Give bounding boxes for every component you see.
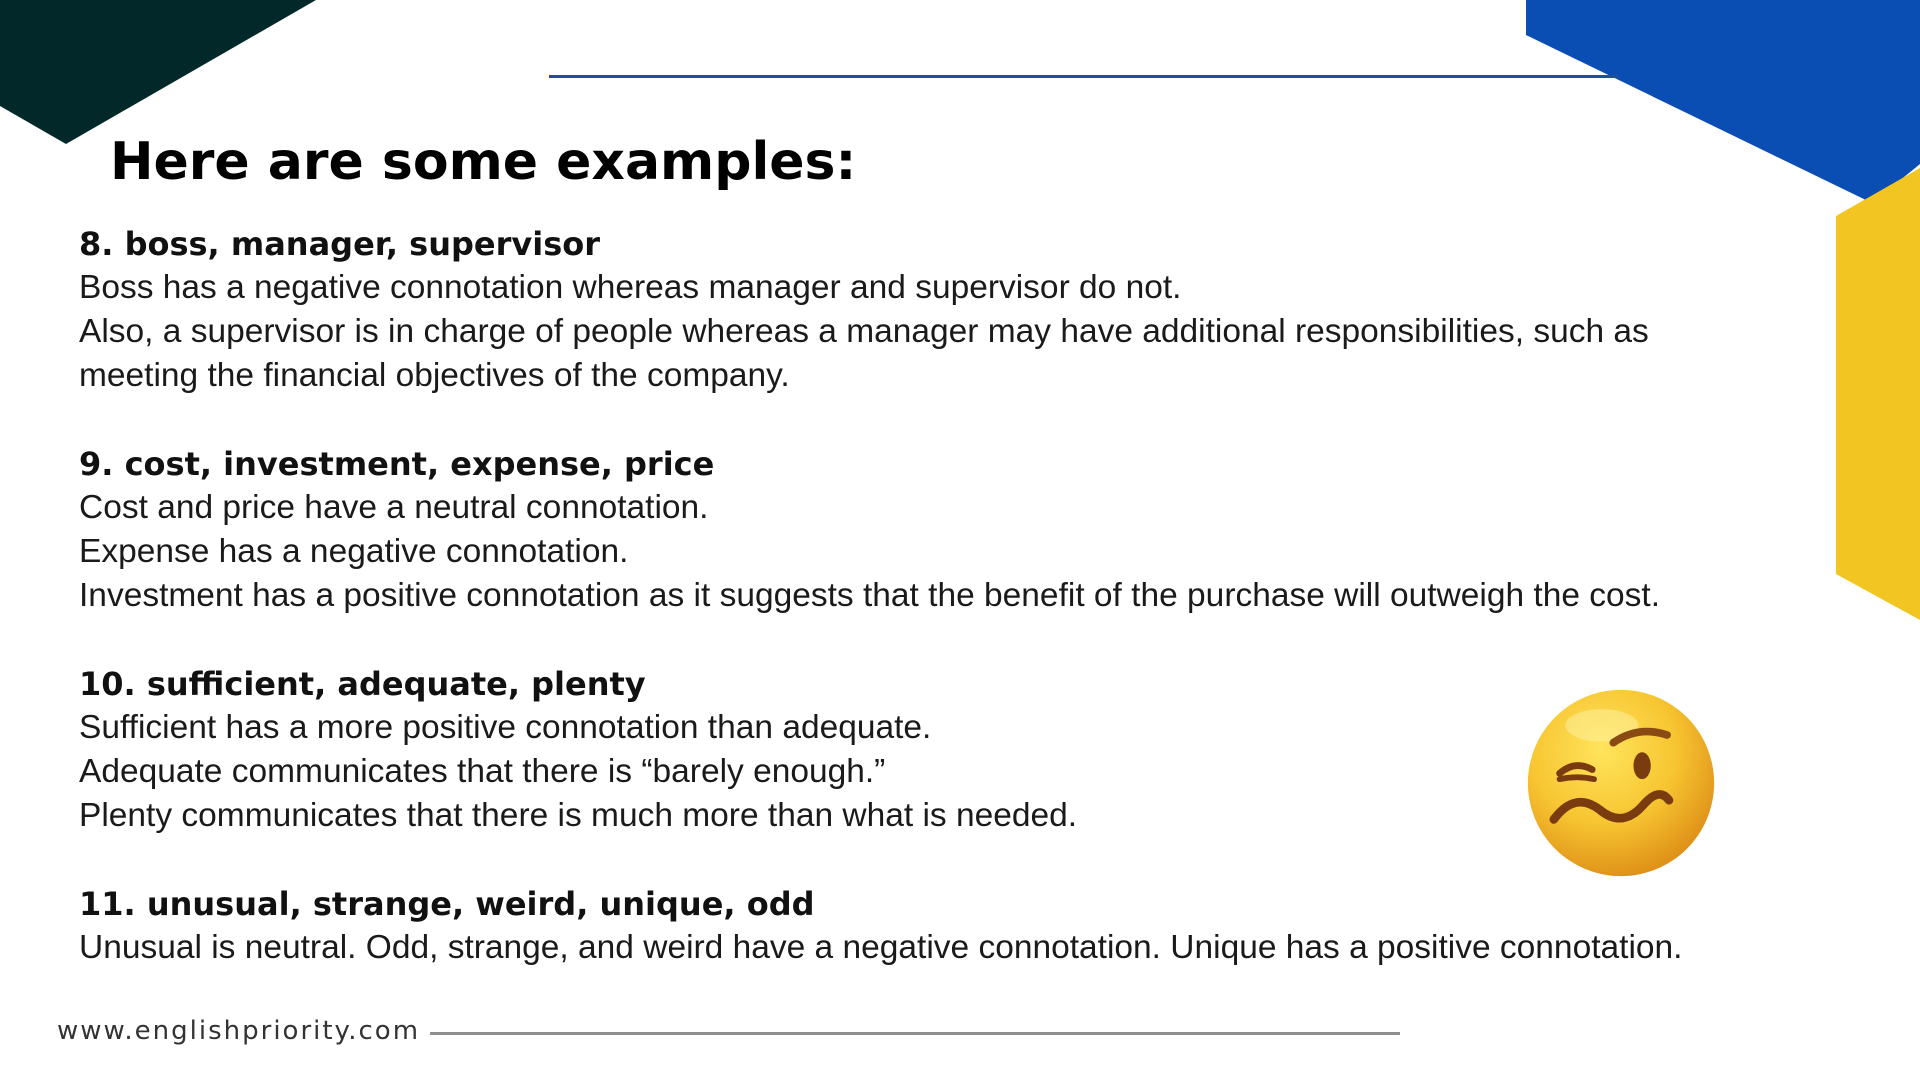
example-line: Sufficient has a more positive connotation than adequate. — [79, 709, 932, 746]
example-heading: 8. boss, manager, supervisor — [79, 225, 600, 263]
footer-website-url: www.englishpriority.com — [57, 1016, 421, 1046]
example-line: Unusual is neutral. Odd, strange, and weird have a negative connotation. Unique has a positive connotation. — [79, 929, 1683, 966]
example-line: Cost and price have a neutral connotation. — [79, 489, 709, 526]
top-divider-line — [549, 75, 1619, 78]
examples-list — [79, 222, 1839, 1014]
example-line: meeting the financial objectives of the company. — [79, 357, 790, 394]
example-line: Expense has a negative connotation. — [79, 533, 629, 570]
footer-divider-line — [430, 1032, 1400, 1035]
woozy-face-emoji-icon — [1525, 687, 1717, 879]
example-section-9 — [79, 442, 1839, 618]
example-line: Boss has a negative connotation whereas manager and supervisor do not. — [79, 269, 1182, 306]
example-line: Also, a supervisor is in charge of people whereas a manager may have additional responsibilities, such as — [79, 313, 1649, 350]
slide-title: Here are some examples: — [110, 132, 857, 192]
example-section-11 — [79, 882, 1839, 970]
example-line: Investment has a positive connotation as it suggests that the benefit of the purchase will outweigh the cost. — [79, 577, 1661, 614]
example-line: Plenty communicates that there is much more than what is needed. — [79, 797, 1078, 834]
example-line: Adequate communicates that there is “barely enough.” — [79, 753, 886, 790]
example-heading: 10. sufficient, adequate, plenty — [79, 665, 646, 703]
example-heading: 9. cost, investment, expense, price — [79, 445, 715, 483]
right-yellow-hexagon-shape — [1836, 168, 1920, 628]
example-heading: 11. unusual, strange, weird, unique, odd — [79, 885, 815, 923]
example-section-8 — [79, 222, 1839, 398]
